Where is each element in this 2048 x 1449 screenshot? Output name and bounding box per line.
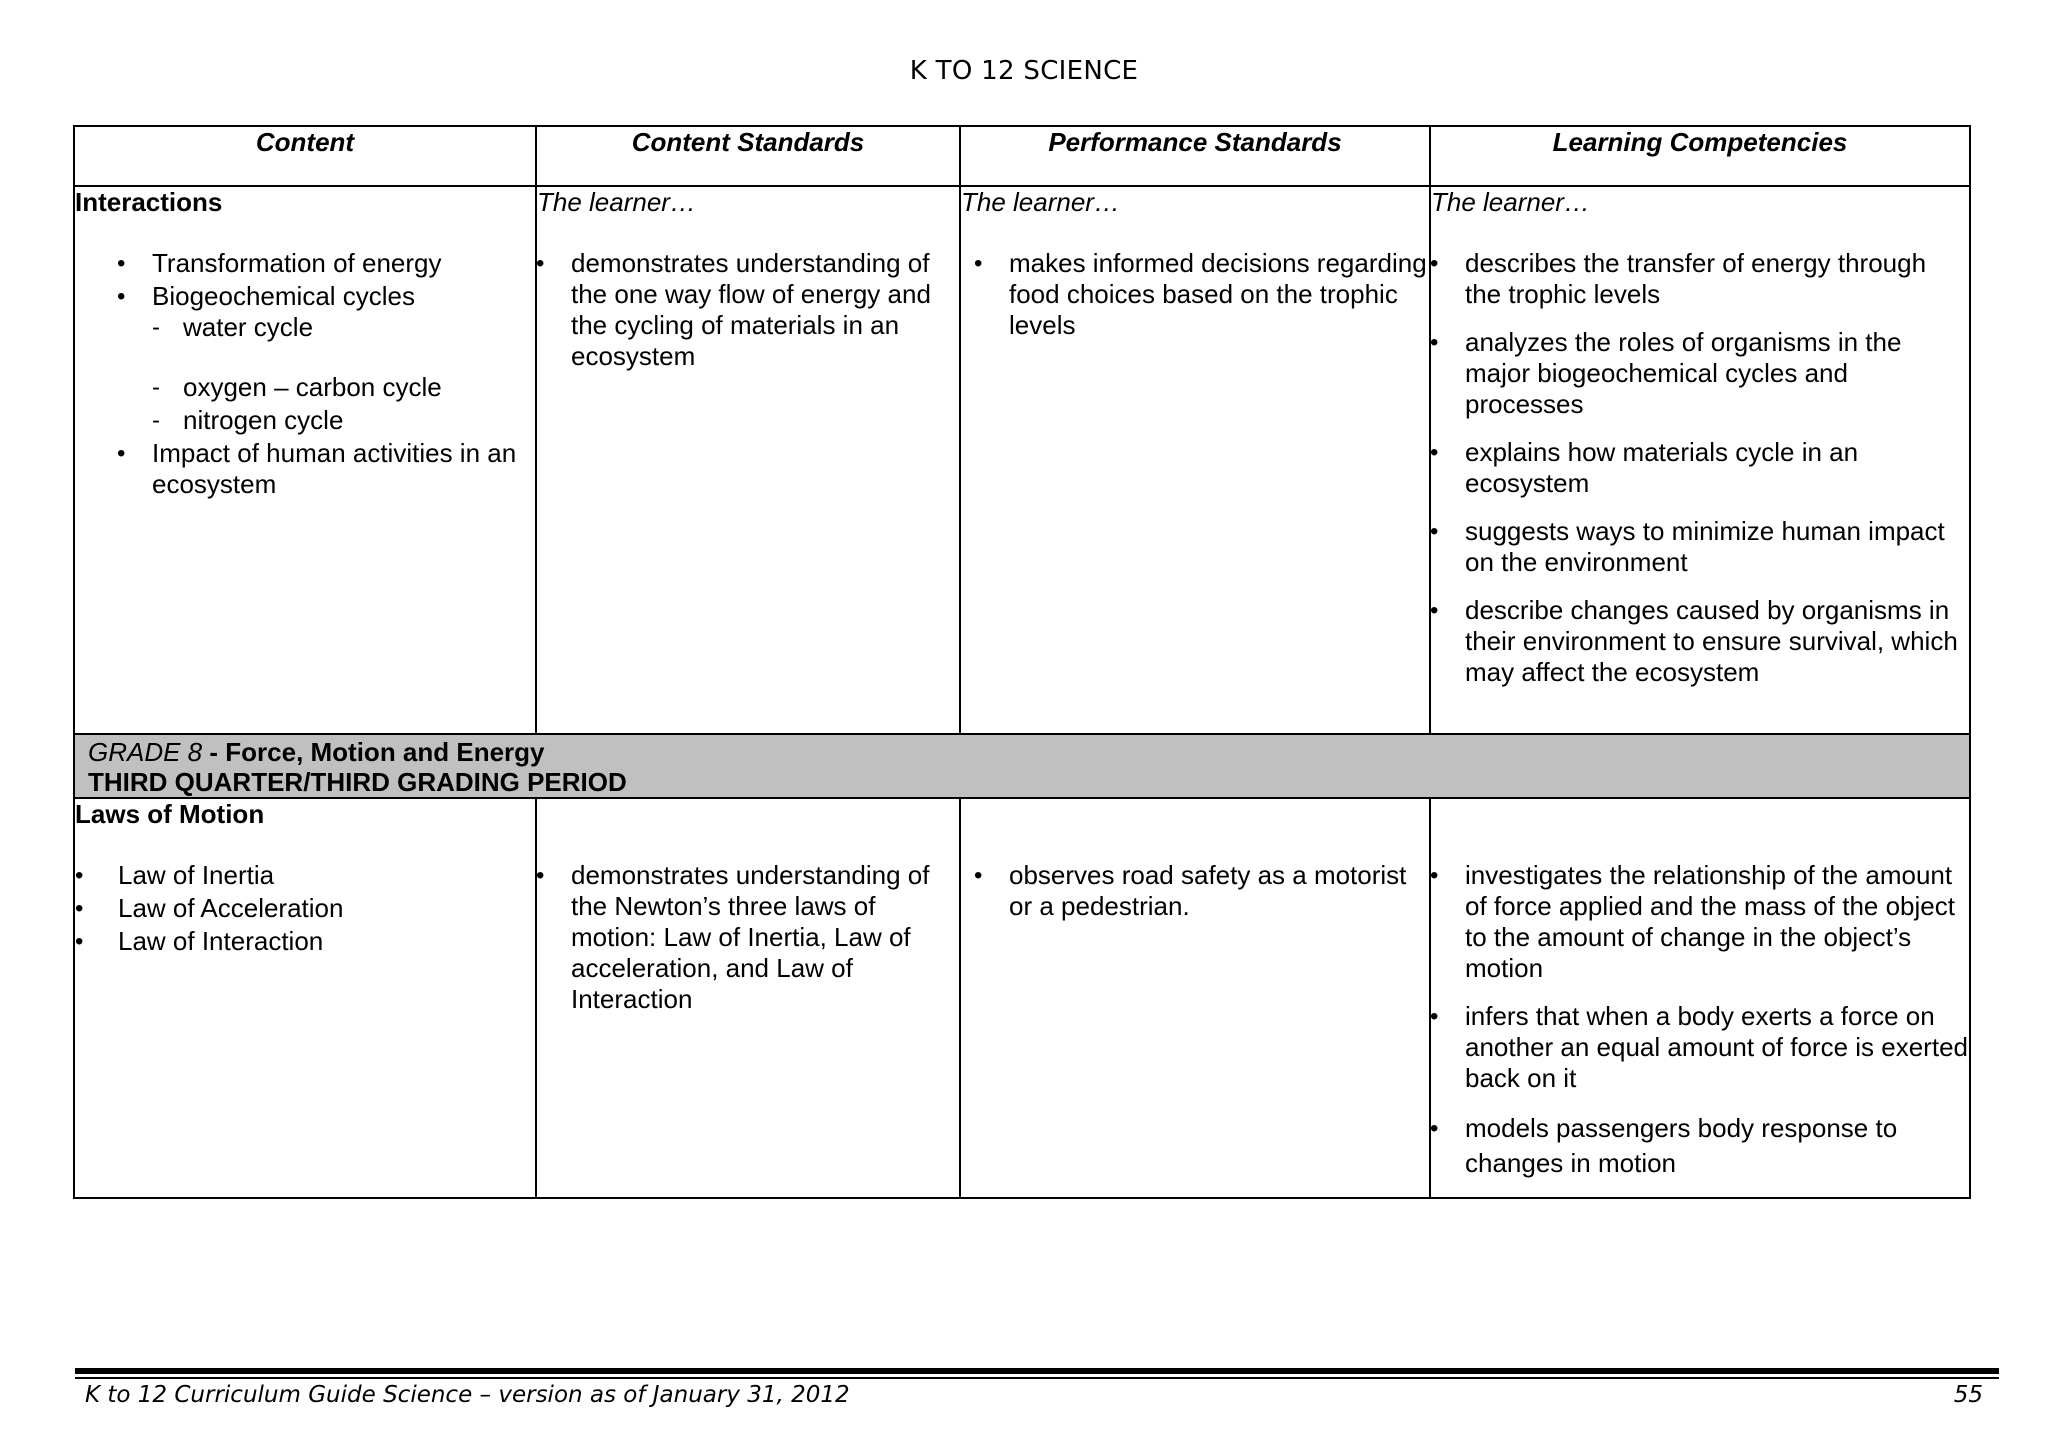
page-header-title: K TO 12 SCIENCE xyxy=(909,56,1139,86)
column-header-content: Content xyxy=(74,126,536,186)
list-item: • describe changes caused by organisms in their environment to ensure survival, which may affect the ecosystem xyxy=(1418,595,1969,688)
list-item: • makes informed decisions regarding food choices based on the trophic levels xyxy=(962,248,1429,341)
list-item: • Law of Inertia xyxy=(75,860,535,891)
list-item: • Impact of human activities in an ecosystem xyxy=(105,438,535,500)
performance-standards-list xyxy=(948,248,1429,341)
grade-section-row xyxy=(74,734,1970,798)
table-row-laws-of-motion xyxy=(74,798,1970,1198)
performance-standards-cell xyxy=(960,798,1430,1198)
performance-standards-list xyxy=(948,860,1429,922)
learning-competencies-cell xyxy=(1430,798,1970,1198)
learner-label: The learner… xyxy=(961,187,1120,217)
list-item: • Biogeochemical cycles - water cycle - oxygen – carbon cycle - nitrogen cycle xyxy=(105,281,535,436)
content-standards-cell xyxy=(536,186,960,734)
learning-competencies-cell xyxy=(1430,186,1970,734)
row-label-laws-of-motion: Laws of Motion xyxy=(75,799,265,829)
list-item: • Law of Interaction xyxy=(75,926,535,957)
list-item: • Transformation of energy xyxy=(105,248,535,279)
footer-document-title: K to 12 Curriculum Guide Science – version as of January 31, 2012 xyxy=(85,1382,850,1408)
grade-label: GRADE 8 xyxy=(88,737,203,767)
list-item: • observes road safety as a motorist or a pedestrian. xyxy=(962,860,1429,922)
table-header-row xyxy=(74,126,1970,186)
content-standards-list xyxy=(524,860,959,1015)
list-item: • explains how materials cycle in an ecosystem xyxy=(1418,437,1969,499)
list-item: • Law of Acceleration xyxy=(75,893,535,924)
grading-period: THIRD QUARTER/THIRD GRADING PERIOD xyxy=(88,767,627,797)
list-item: • infers that when a body exerts a force on another an equal amount of force is exerted back on it xyxy=(1418,1001,1969,1094)
list-item: • suggests ways to minimize human impact on the environment xyxy=(1418,516,1969,578)
content-cell xyxy=(74,186,536,734)
page-number: 55 xyxy=(1953,1382,1983,1408)
footer-rule-thin xyxy=(75,1377,1999,1379)
list-item: • analyzes the roles of organisms in the major biogeochemical cycles and processes xyxy=(1418,327,1969,420)
column-header-content-standards: Content Standards xyxy=(536,126,960,186)
list-item: • demonstrates understanding of the Newton’s three laws of motion: Law of Inertia, Law of acceleration, and Law of Interaction xyxy=(524,860,959,1015)
sub-list-item: - nitrogen cycle xyxy=(152,405,535,436)
list-item: • investigates the relationship of the amount of force applied and the mass of the object to the amount of change in the object’s motion xyxy=(1418,860,1969,984)
content-list xyxy=(75,860,535,957)
learner-label: The learner… xyxy=(1431,187,1590,217)
content-cell xyxy=(74,798,536,1198)
list-item: • demonstrates understanding of the one way flow of energy and the cycling of materials in an ecosystem xyxy=(524,248,959,372)
sub-list-item: - oxygen – carbon cycle xyxy=(152,372,535,403)
learner-label: The learner… xyxy=(537,187,696,217)
curriculum-table xyxy=(73,125,1971,1199)
footer-rule xyxy=(75,1368,1999,1374)
sub-list xyxy=(152,312,535,436)
learning-competencies-list xyxy=(1418,248,1969,688)
column-header-learning-competencies: Learning Competencies xyxy=(1430,126,1970,186)
table-row-interactions xyxy=(74,186,1970,734)
grade-topic: - Force, Motion and Energy xyxy=(202,737,545,767)
content-list xyxy=(105,248,535,500)
list-item: • describes the transfer of energy through the trophic levels xyxy=(1418,248,1969,310)
performance-standards-cell xyxy=(960,186,1430,734)
grade-section-cell xyxy=(74,734,1970,798)
sub-list-item: - water cycle xyxy=(152,312,535,343)
list-item: • models passengers body response to changes in motion xyxy=(1418,1111,1969,1181)
content-standards-cell xyxy=(536,798,960,1198)
column-header-performance-standards: Performance Standards xyxy=(960,126,1430,186)
row-label-interactions: Interactions xyxy=(75,187,223,217)
content-standards-list xyxy=(524,248,959,372)
learning-competencies-list xyxy=(1418,860,1969,1181)
